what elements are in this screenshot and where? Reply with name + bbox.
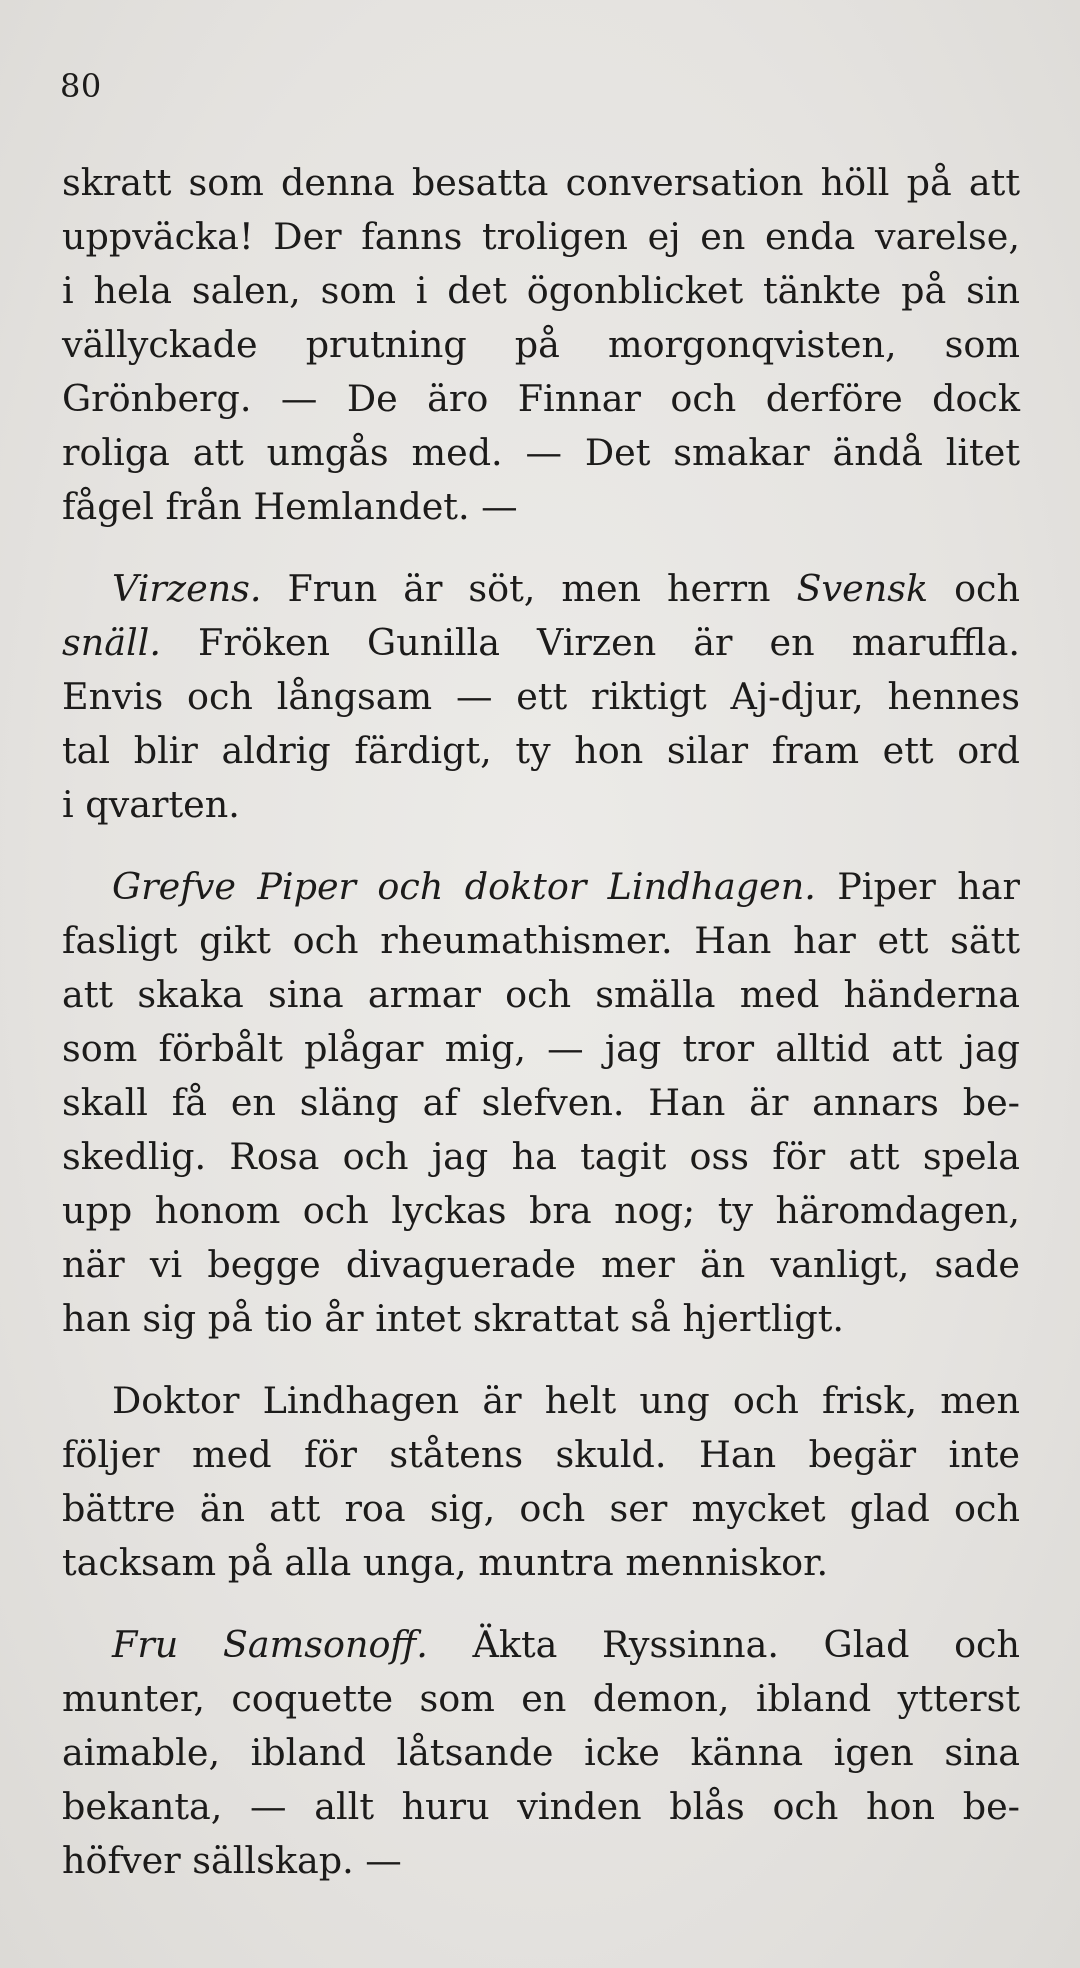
text-segment: tal blir aldrig färdigt, ty hon silar fram ett ord	[62, 729, 1020, 772]
text-line	[62, 426, 1020, 480]
paragraph	[62, 156, 1020, 534]
text-line	[62, 480, 1020, 534]
body-text	[62, 156, 1020, 1888]
text-segment: skratt som denna besatta conversation höll på att	[62, 161, 1020, 204]
text-line	[62, 968, 1020, 1022]
text-segment: vällyckade prutning på morgonqvisten, som	[62, 323, 1020, 366]
paragraph-gap	[62, 1590, 1020, 1618]
text-segment: munter, coquette som en demon, ibland ytterst	[62, 1677, 1020, 1720]
italic-segment: Fru Samsonoff.	[112, 1623, 428, 1666]
text-line	[62, 1292, 1020, 1346]
paragraph	[62, 1618, 1020, 1888]
text-segment: fågel från Hemlandet. —	[62, 485, 518, 528]
text-segment: aimable, ibland låtsande icke känna igen sina	[62, 1731, 1020, 1774]
text-segment: när vi begge divaguerade mer än vanligt, sade	[62, 1243, 1020, 1286]
text-segment: och	[928, 567, 1020, 610]
italic-segment: Virzens.	[112, 567, 262, 610]
text-segment: fasligt gikt och rheumathismer. Han har ett sätt	[62, 919, 1020, 962]
italic-segment: snäll.	[62, 621, 161, 664]
page-number: 80	[60, 67, 102, 105]
text-segment: i qvarten.	[62, 783, 240, 826]
text-segment: Grönberg. — De äro Finnar och derföre dock	[62, 377, 1020, 420]
text-line	[62, 616, 1020, 670]
text-line	[62, 562, 1020, 616]
text-line	[62, 264, 1020, 318]
text-line	[62, 156, 1020, 210]
paragraph	[62, 1374, 1020, 1590]
text-segment: i hela salen, som i det ögonblicket tänkte på sin	[62, 269, 1020, 312]
text-line	[62, 210, 1020, 264]
text-segment: Fröken Gunilla Virzen är en maruffla.	[160, 621, 1020, 664]
text-line	[62, 1022, 1020, 1076]
text-segment: Piper har	[815, 865, 1020, 908]
text-segment: Envis och långsam — ett riktigt Aj-djur, hennes	[62, 675, 1020, 718]
italic-segment: Svensk	[796, 567, 929, 610]
text-line	[62, 778, 1020, 832]
text-line	[62, 1536, 1020, 1590]
text-line	[62, 860, 1020, 914]
italic-segment: Grefve Piper och doktor Lindhagen.	[112, 865, 816, 908]
paragraph-gap	[62, 1346, 1020, 1374]
text-segment: tacksam på alla unga, muntra menniskor.	[62, 1541, 829, 1584]
text-line	[62, 670, 1020, 724]
text-line	[62, 1130, 1020, 1184]
text-segment: roliga att umgås med. — Det smakar ändå litet	[62, 431, 1020, 474]
text-segment: upp honom och lyckas bra nog; ty häromdagen,	[62, 1189, 1020, 1232]
text-line	[62, 914, 1020, 968]
text-segment: följer med för ståtens skuld. Han begär inte	[62, 1433, 1020, 1476]
text-line	[62, 1428, 1020, 1482]
paragraph	[62, 562, 1020, 832]
paragraph	[62, 860, 1020, 1346]
text-segment: höfver sällskap. —	[62, 1839, 402, 1882]
text-segment: Äkta Ryssinna. Glad och	[427, 1623, 1021, 1666]
paragraph-gap	[62, 832, 1020, 860]
text-line	[62, 1834, 1020, 1888]
text-segment: bättre än att roa sig, och ser mycket glad och	[62, 1487, 1020, 1530]
paragraph-gap	[62, 534, 1020, 562]
text-line	[62, 1618, 1020, 1672]
text-line	[62, 372, 1020, 426]
text-line	[62, 1184, 1020, 1238]
text-line	[62, 1374, 1020, 1428]
text-line	[62, 724, 1020, 778]
text-segment: att skaka sina armar och smälla med händerna	[62, 973, 1020, 1016]
text-segment: som förbålt plågar mig, — jag tror alltid att jag	[62, 1027, 1020, 1070]
text-segment: skedlig. Rosa och jag ha tagit oss för att spela	[62, 1135, 1020, 1178]
text-segment: Doktor Lindhagen är helt ung och frisk, men	[112, 1379, 1020, 1422]
text-line	[62, 1780, 1020, 1834]
text-line	[62, 1238, 1020, 1292]
text-line	[62, 1726, 1020, 1780]
text-line	[62, 1672, 1020, 1726]
text-segment: han sig på tio år intet skrattat så hjertligt.	[62, 1297, 844, 1340]
text-line	[62, 1482, 1020, 1536]
text-segment: Frun är söt, men herrn	[261, 567, 797, 610]
text-line	[62, 1076, 1020, 1130]
text-segment: bekanta, — allt huru vinden blås och hon be-	[62, 1785, 1020, 1828]
text-segment: skall få en släng af slefven. Han är annars be-	[62, 1081, 1020, 1124]
text-segment: uppväcka! Der fanns troligen ej en enda varelse,	[62, 215, 1020, 258]
text-line	[62, 318, 1020, 372]
